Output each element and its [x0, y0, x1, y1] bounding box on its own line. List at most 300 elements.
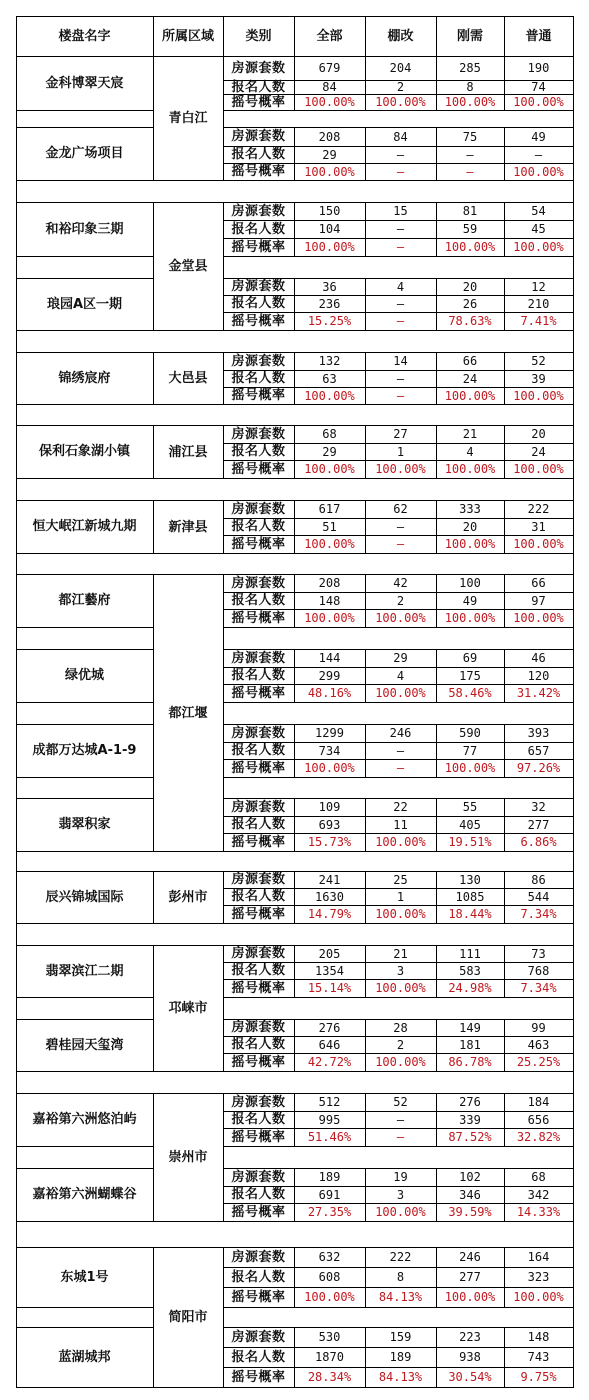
row-category-label: 房源套数: [231, 203, 286, 219]
column-border: [573, 1327, 574, 1388]
spacer-right-border: [573, 1221, 574, 1247]
header-rigid-demand: 刚需: [456, 28, 483, 44]
applicants-cell: 1354: [315, 963, 344, 978]
row-category-label: 报名人数: [231, 296, 286, 311]
probability-cell: 100.00%: [444, 462, 496, 476]
housing-units-cell: 333: [459, 502, 481, 516]
probability-cell: 86.78%: [448, 1055, 492, 1069]
probability-cell: 30.54%: [448, 1370, 492, 1384]
housing-units-cell: 617: [318, 502, 341, 516]
applicants-cell: 657: [527, 743, 550, 758]
applicants-cell: 26: [462, 296, 478, 311]
probability-cell: 48.16%: [307, 686, 352, 700]
header-column-border: [573, 16, 574, 56]
district-name: 青白江: [168, 111, 208, 126]
housing-units-cell: 276: [459, 1095, 481, 1109]
district-name: 都江堰: [168, 705, 208, 721]
probability-cell: –: [396, 761, 405, 775]
project-bottom-border: [16, 997, 574, 998]
spacer-right-border: [573, 1146, 574, 1168]
housing-units-cell: 69: [462, 651, 478, 665]
column-border: [573, 574, 574, 628]
housing-units-cell: 241: [318, 872, 341, 887]
probability-cell: –: [396, 240, 405, 254]
header-shed-reform: 棚改: [387, 28, 414, 44]
column-border: [573, 127, 574, 181]
probability-cell: 15.25%: [307, 314, 352, 328]
probability-cell: –: [396, 314, 405, 328]
probability-cell: 100.00%: [375, 611, 426, 625]
housing-units-cell: 21: [393, 946, 408, 961]
row-category-label: 摇号概率: [231, 313, 286, 329]
probability-cell: 100.00%: [444, 388, 496, 403]
row-category-label: 摇号概率: [231, 239, 286, 255]
applicants-cell: 59: [462, 222, 478, 236]
spacer-left-border: [16, 777, 17, 798]
project-name: 都江藝府: [58, 593, 111, 608]
applicants-cell: 693: [318, 817, 341, 832]
housing-units-cell: 222: [527, 502, 550, 516]
row-category-label: 摇号概率: [231, 610, 286, 626]
probability-cell: 100.00%: [304, 462, 355, 476]
housing-units-cell: 1299: [315, 726, 344, 740]
probability-cell: 100.00%: [513, 164, 564, 179]
district-merge-border: [223, 1307, 224, 1327]
project-bottom-border: [16, 180, 574, 181]
project-bottom-border: [16, 851, 574, 852]
applicants-cell: 236: [318, 296, 341, 311]
applicants-cell: 20: [462, 519, 478, 534]
district-merge-border: [223, 702, 224, 724]
column-border: [573, 871, 574, 924]
housing-units-cell: 81: [462, 204, 478, 218]
applicants-cell: –: [534, 147, 543, 162]
district-name: 邛崃市: [168, 1001, 208, 1016]
housing-units-cell: 204: [389, 61, 412, 75]
spacer-left-border: [16, 110, 17, 127]
spacer-left-border: [16, 997, 17, 1019]
district-name: 金堂县: [168, 259, 208, 274]
spacer-right-border: [573, 478, 574, 500]
applicants-cell: 24: [462, 371, 478, 386]
row-category-label: 房源套数: [231, 426, 286, 442]
housing-units-cell: 130: [459, 872, 481, 887]
applicants-cell: 77: [462, 743, 478, 758]
probability-cell: 9.75%: [520, 1370, 557, 1384]
district-name: 崇州市: [168, 1150, 208, 1165]
row-category-label: 报名人数: [231, 1037, 286, 1052]
housing-units-cell: 189: [318, 1170, 341, 1184]
applicants-cell: 39: [531, 371, 546, 386]
column-border: [573, 1168, 574, 1222]
applicants-cell: 405: [459, 817, 481, 832]
applicants-cell: 608: [318, 1270, 341, 1284]
row-category-label: 房源套数: [231, 129, 286, 144]
spacer-right-border: [573, 330, 574, 352]
applicants-cell: 4: [466, 444, 474, 459]
probability-cell: 84.13%: [378, 1370, 423, 1384]
row-category-label: 报名人数: [231, 519, 286, 534]
applicants-cell: –: [396, 1112, 405, 1127]
applicants-cell: 463: [527, 1037, 550, 1052]
row-category-label: 报名人数: [231, 1112, 286, 1127]
applicants-cell: 120: [527, 668, 550, 683]
probability-cell: 28.34%: [307, 1370, 352, 1384]
spacer-left-border: [16, 180, 17, 202]
housing-units-cell: 205: [318, 946, 341, 961]
housing-units-cell: 208: [318, 129, 341, 144]
applicants-cell: 31: [531, 519, 546, 534]
probability-cell: 31.42%: [516, 686, 561, 700]
row-category-label: 报名人数: [231, 593, 286, 608]
row-category-label: 报名人数: [231, 1269, 286, 1285]
housing-units-cell: 102: [459, 1170, 481, 1184]
project-bottom-border: [16, 1071, 574, 1072]
probability-cell: 14.79%: [307, 907, 352, 921]
row-category-label: 摇号概率: [231, 1129, 286, 1145]
probability-cell: 25.25%: [516, 1055, 561, 1069]
project-bottom-border: [16, 256, 574, 257]
spacer-left-border: [16, 1071, 17, 1093]
header-category: 类别: [245, 28, 272, 44]
spacer-left-border: [16, 627, 17, 649]
applicants-cell: 299: [318, 668, 341, 683]
applicants-cell: 1085: [455, 889, 485, 904]
row-category-label: 摇号概率: [231, 1204, 286, 1220]
probability-cell: –: [396, 537, 405, 551]
applicants-cell: –: [466, 147, 474, 162]
housing-units-cell: 46: [531, 651, 546, 665]
project-bottom-border: [16, 1307, 574, 1308]
housing-units-cell: 52: [393, 1095, 408, 1109]
district-name: 彭州市: [168, 890, 208, 905]
probability-cell: 100.00%: [304, 1290, 355, 1304]
applicants-cell: 2: [396, 593, 405, 608]
column-border: [573, 1247, 574, 1308]
housing-units-cell: 276: [318, 1020, 341, 1035]
probability-cell: 100.00%: [444, 537, 496, 551]
applicants-cell: 323: [527, 1270, 550, 1284]
spacer-left-border: [16, 330, 17, 352]
spacer-left-border: [16, 1146, 17, 1168]
project-name: 蓝湖城邦: [58, 1349, 111, 1365]
row-category-label: 房源套数: [231, 60, 286, 76]
housing-units-cell: 36: [322, 279, 337, 294]
housing-units-cell: 144: [318, 651, 341, 665]
row-category-label: 房源套数: [231, 650, 286, 666]
probability-cell: 100.00%: [513, 611, 564, 625]
probability-cell: 18.44%: [448, 907, 492, 921]
district-name: 浦江县: [168, 444, 208, 460]
housing-units-cell: 246: [459, 1250, 481, 1264]
housing-units-cell: 512: [318, 1095, 341, 1109]
spacer-left-border: [16, 923, 17, 945]
row-category-label: 房源套数: [231, 1020, 286, 1035]
housing-units-cell: 21: [462, 427, 478, 441]
housing-units-cell: 679: [318, 61, 341, 75]
district-name: 大邑县: [168, 371, 208, 386]
probability-cell: 24.98%: [448, 981, 492, 995]
probability-cell: 100.00%: [444, 761, 496, 775]
row-category-label: 房源套数: [231, 799, 286, 815]
probability-cell: 100.00%: [304, 95, 355, 109]
row-category-label: 报名人数: [231, 889, 286, 904]
applicants-cell: 97: [531, 593, 546, 608]
row-category-label: 报名人数: [231, 79, 286, 95]
project-name: 金龙广场项目: [45, 146, 124, 161]
spacer-right-border: [573, 923, 574, 945]
row-category-label: 房源套数: [231, 353, 286, 369]
project-name: 东城1号: [60, 1269, 109, 1285]
applicants-cell: 84: [322, 80, 337, 94]
probability-cell: 39.59%: [448, 1205, 492, 1219]
column-border: [573, 425, 574, 479]
applicants-cell: 691: [318, 1187, 341, 1202]
applicants-cell: 646: [318, 1037, 341, 1052]
probability-cell: 100.00%: [375, 981, 426, 995]
applicants-cell: 189: [389, 1350, 412, 1364]
probability-cell: 7.34%: [520, 981, 557, 995]
probability-cell: 100.00%: [375, 1205, 426, 1219]
header-ordinary: 普通: [525, 28, 552, 44]
housing-units-cell: 12: [531, 279, 546, 294]
housing-units-cell: 99: [531, 1020, 546, 1035]
spacer-right-border: [573, 627, 574, 649]
applicants-cell: 1870: [315, 1350, 344, 1364]
applicants-cell: 3: [396, 1187, 405, 1202]
row-category-label: 摇号概率: [231, 980, 286, 996]
spacer-left-border: [16, 404, 17, 425]
probability-cell: 100.00%: [304, 388, 355, 403]
housing-units-cell: 75: [462, 129, 478, 144]
row-category-label: 摇号概率: [231, 94, 286, 110]
applicants-cell: 29: [322, 444, 337, 459]
row-category-label: 摇号概率: [231, 906, 286, 922]
applicants-cell: 656: [527, 1112, 550, 1127]
applicants-cell: –: [396, 743, 405, 758]
housing-units-cell: 393: [527, 726, 550, 740]
row-category-label: 报名人数: [231, 743, 286, 758]
housing-units-cell: 54: [531, 204, 546, 218]
column-border: [573, 278, 574, 331]
project-bottom-border: [16, 627, 574, 628]
header-project-name: 楼盘名字: [58, 28, 111, 44]
row-category-label: 报名人数: [231, 221, 286, 237]
project-name: 和裕印象三期: [45, 221, 124, 237]
project-name: 锦绣宸府: [58, 370, 111, 386]
spacer-left-border: [16, 1221, 17, 1247]
applicants-cell: 277: [459, 1270, 481, 1284]
probability-cell: 100.00%: [375, 835, 426, 849]
probability-cell: 100.00%: [513, 1290, 564, 1304]
probability-cell: 78.63%: [448, 314, 492, 328]
applicants-cell: –: [396, 519, 405, 534]
row-category-label: 房源套数: [231, 501, 286, 517]
applicants-cell: 2: [396, 1037, 405, 1052]
applicants-cell: 1630: [315, 889, 344, 904]
row-category-label: 报名人数: [231, 147, 286, 162]
column-border: [573, 649, 574, 703]
spacer-right-border: [573, 702, 574, 724]
row-category-label: 房源套数: [231, 1249, 286, 1265]
spacer-right-border: [573, 553, 574, 574]
row-category-label: 报名人数: [231, 668, 286, 683]
applicants-cell: 74: [531, 80, 546, 94]
applicants-cell: 51: [322, 519, 337, 534]
probability-cell: –: [466, 164, 474, 179]
housing-units-cell: 208: [318, 576, 341, 590]
project-bottom-border: [16, 478, 574, 479]
row-category-label: 房源套数: [231, 1094, 286, 1110]
row-category-label: 房源套数: [231, 1169, 286, 1185]
row-category-label: 报名人数: [231, 817, 286, 832]
column-border: [573, 1019, 574, 1072]
probability-cell: 100.00%: [444, 1290, 496, 1304]
applicants-cell: 342: [527, 1187, 550, 1202]
housing-units-cell: 55: [462, 800, 478, 814]
column-border: [573, 1093, 574, 1147]
applicants-cell: 104: [318, 222, 341, 236]
spacer-right-border: [573, 851, 574, 871]
probability-cell: 42.72%: [307, 1055, 352, 1069]
applicants-cell: 1: [396, 889, 405, 904]
spacer-left-border: [16, 478, 17, 500]
row-category-label: 摇号概率: [231, 1289, 286, 1305]
spacer-right-border: [573, 180, 574, 202]
spacer-right-border: [573, 997, 574, 1019]
district-merge-border: [223, 627, 224, 649]
applicants-cell: 11: [393, 817, 408, 832]
project-name: 金科博翠天宸: [45, 75, 124, 91]
applicants-cell: 24: [531, 444, 546, 459]
probability-cell: –: [396, 388, 405, 403]
district-merge-border: [223, 997, 224, 1019]
column-border: [573, 724, 574, 778]
housing-units-cell: 86: [531, 872, 546, 887]
row-category-label: 报名人数: [231, 1349, 286, 1365]
applicants-cell: 3: [396, 963, 405, 978]
applicants-cell: 544: [527, 889, 550, 904]
probability-cell: 100.00%: [513, 537, 564, 551]
district-merge-border: [223, 110, 224, 127]
applicants-cell: –: [396, 147, 405, 162]
housing-units-cell: 109: [318, 800, 341, 814]
spacer-right-border: [573, 110, 574, 127]
applicants-cell: 49: [462, 593, 478, 608]
probability-cell: 100.00%: [304, 240, 355, 254]
spacer-right-border: [573, 777, 574, 798]
housing-units-cell: 100: [459, 576, 481, 590]
housing-units-cell: 32: [531, 800, 546, 814]
applicants-cell: 2: [396, 80, 405, 94]
row-category-label: 摇号概率: [231, 1369, 286, 1385]
row-category-label: 房源套数: [231, 575, 286, 591]
applicants-cell: 346: [459, 1187, 481, 1202]
housing-units-cell: 14: [393, 354, 408, 368]
header-district: 所属区域: [161, 28, 214, 44]
applicants-cell: 743: [527, 1350, 550, 1364]
project-bottom-border: [16, 702, 574, 703]
probability-cell: 32.82%: [516, 1130, 561, 1144]
probability-cell: 100.00%: [304, 761, 355, 775]
district-merge-border: [223, 777, 224, 798]
housing-units-cell: 28: [393, 1020, 408, 1035]
applicants-cell: 734: [318, 743, 341, 758]
row-category-label: 摇号概率: [231, 388, 286, 403]
housing-units-cell: 530: [318, 1330, 341, 1344]
applicants-cell: –: [396, 296, 405, 311]
probability-cell: 7.41%: [520, 314, 557, 328]
project-bottom-border: [16, 404, 574, 405]
housing-units-cell: 73: [531, 946, 546, 961]
row-category-label: 房源套数: [231, 725, 286, 741]
applicants-cell: 63: [322, 371, 337, 386]
probability-cell: 100.00%: [513, 240, 564, 254]
probability-cell: 100.00%: [375, 1055, 426, 1069]
spacer-right-border: [573, 404, 574, 425]
housing-units-cell: 62: [393, 502, 408, 516]
housing-units-cell: 111: [459, 946, 481, 961]
district-name: 新津县: [168, 519, 208, 535]
housing-units-cell: 49: [531, 129, 546, 144]
project-bottom-border: [16, 923, 574, 924]
column-border: [573, 945, 574, 998]
column-border: [573, 352, 574, 405]
project-name: 嘉裕第六洲蝴蝶谷: [32, 1187, 137, 1202]
applicants-cell: 583: [459, 963, 481, 978]
spacer-left-border: [16, 1307, 17, 1327]
column-border: [573, 798, 574, 852]
district-merge-border: [223, 1146, 224, 1168]
housing-units-cell: 149: [459, 1020, 481, 1035]
row-category-label: 房源套数: [231, 872, 286, 887]
district-name: 简阳市: [168, 1310, 208, 1325]
project-bottom-border: [16, 1146, 574, 1147]
housing-units-cell: 66: [462, 354, 478, 368]
probability-cell: 6.86%: [520, 835, 557, 849]
project-bottom-border: [16, 1387, 574, 1388]
probability-cell: 15.73%: [307, 835, 352, 849]
row-category-label: 摇号概率: [231, 536, 286, 552]
housing-units-cell: 84: [393, 129, 408, 144]
housing-units-cell: 590: [459, 726, 481, 740]
probability-cell: 100.00%: [304, 164, 355, 179]
row-category-label: 摇号概率: [231, 685, 286, 701]
spacer-right-border: [573, 256, 574, 278]
project-name: 绿优城: [64, 668, 104, 683]
project-bottom-border: [16, 110, 574, 111]
housing-units-cell: 15: [393, 204, 408, 218]
spacer-left-border: [16, 553, 17, 574]
project-name: 恒大岷江新城九期: [32, 519, 137, 534]
housing-units-cell: 29: [393, 651, 408, 665]
probability-cell: 100.00%: [375, 907, 426, 921]
housing-units-cell: 184: [527, 1095, 550, 1109]
probability-cell: 51.46%: [307, 1130, 352, 1144]
housing-units-cell: 159: [389, 1330, 412, 1344]
probability-cell: 58.46%: [448, 686, 492, 700]
probability-cell: 100.00%: [513, 462, 564, 476]
project-name: 琅园A区一期: [46, 296, 123, 312]
row-category-label: 房源套数: [231, 946, 286, 961]
applicants-cell: 4: [396, 668, 405, 683]
housing-units-cell: 285: [459, 61, 481, 75]
applicants-cell: 181: [459, 1037, 481, 1052]
column-border: [573, 500, 574, 554]
applicants-cell: 339: [459, 1112, 481, 1127]
applicants-cell: 938: [459, 1350, 481, 1364]
row-category-label: 报名人数: [231, 963, 286, 978]
